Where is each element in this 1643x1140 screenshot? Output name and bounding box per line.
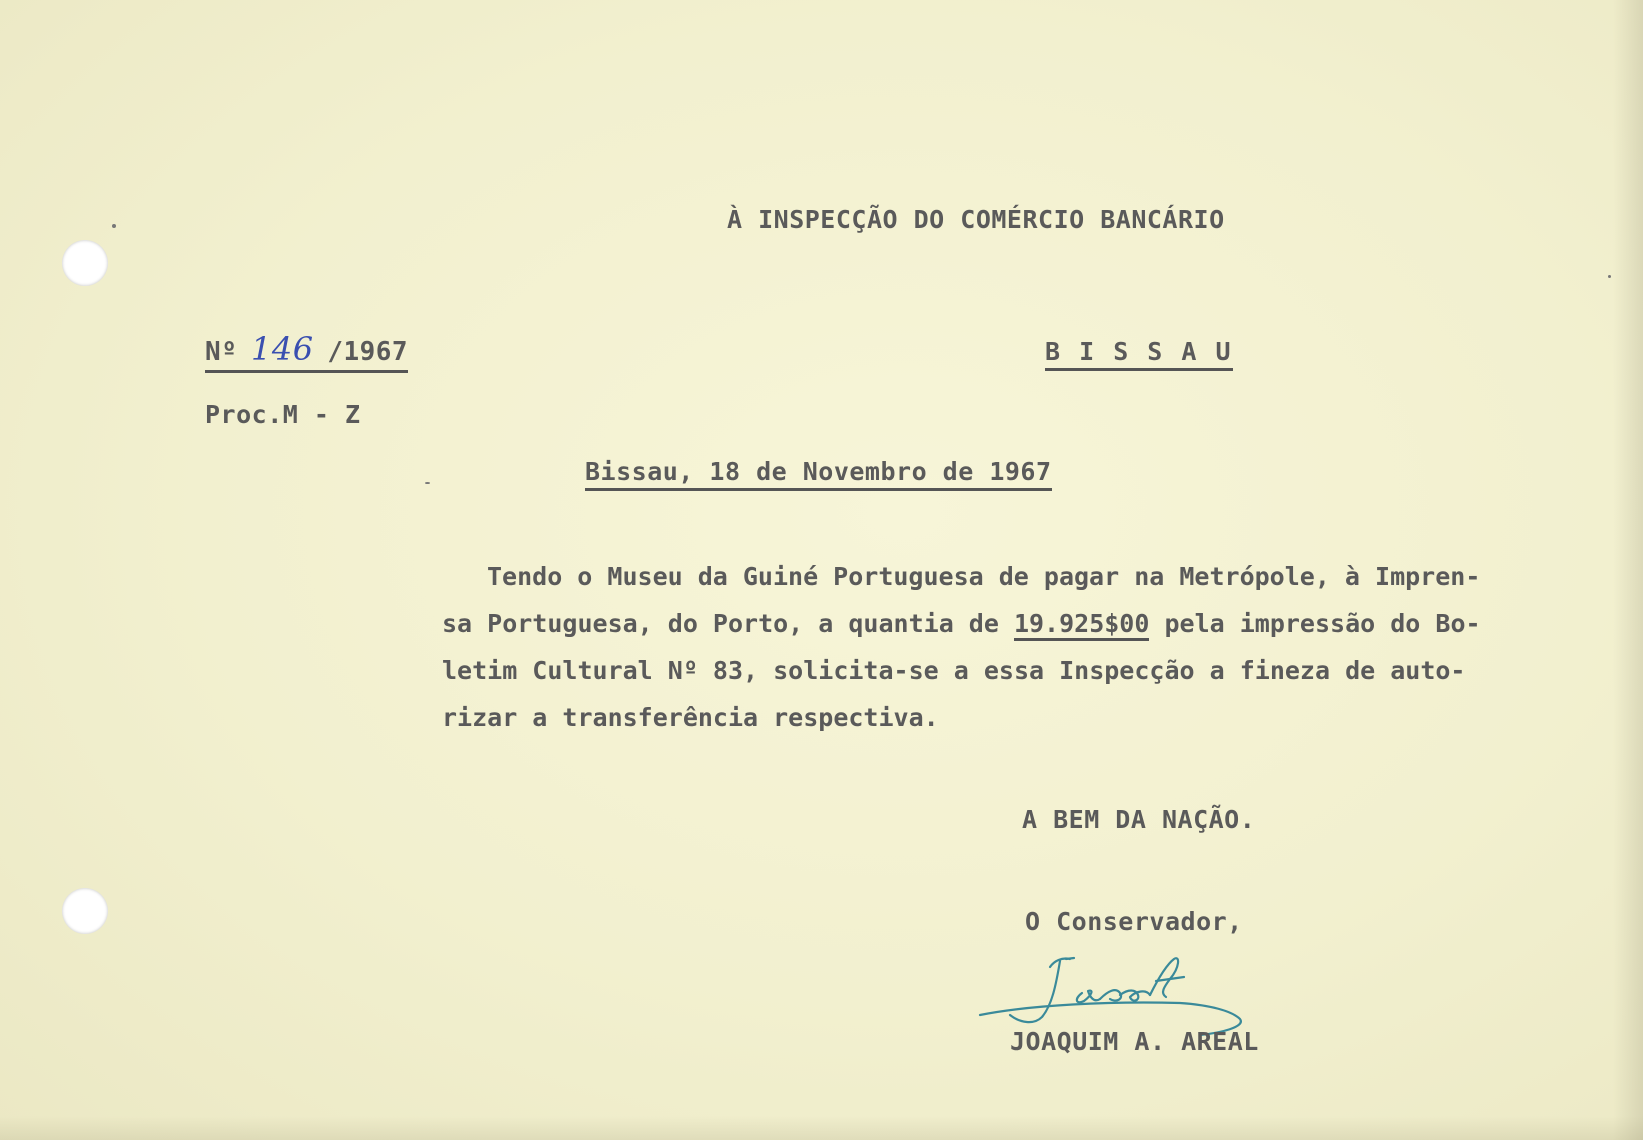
date-line: Bissau, 18 de Novembro de 1967 xyxy=(585,457,1052,491)
paper-speck xyxy=(112,224,116,228)
location-heading: B I S S A U xyxy=(1045,337,1233,371)
reference-number xyxy=(205,330,408,373)
signatory-title: O Conservador, xyxy=(1025,907,1243,936)
punch-hole-bottom xyxy=(62,888,108,934)
signatory-name: JOAQUIM A. AREAL xyxy=(1010,1027,1259,1056)
body-line-3: letim Cultural Nº 83, solicita-se a essa Inspecção a fineza de auto- xyxy=(442,656,1466,685)
letter-heading: À INSPECÇÃO DO COMÉRCIO BANCÁRIO xyxy=(727,205,1225,234)
body-line-2 xyxy=(442,600,1592,647)
body-line-1: Tendo o Museu da Guiné Portuguesa de pagar na Metrópole, à Impren- xyxy=(487,562,1481,591)
letter-body xyxy=(442,553,1592,741)
closing-salutation: A BEM DA NAÇÃO. xyxy=(1022,805,1256,834)
paper-speck xyxy=(1608,275,1611,278)
body-line-2-end: pela impressão do Bo- xyxy=(1149,609,1481,638)
paper-speck xyxy=(425,482,430,484)
reference-year: /1967 xyxy=(327,337,409,367)
reference-prefix: Nº xyxy=(205,337,238,367)
payment-amount: 19.925$00 xyxy=(1014,609,1149,641)
body-line-2-start: sa Portuguesa, do Porto, a quantia de xyxy=(442,609,1014,638)
page-bottom-shadow xyxy=(0,1116,1643,1140)
reference-number-handwritten: 146 xyxy=(251,330,314,368)
punch-hole-top xyxy=(62,240,108,286)
process-reference: Proc.M - Z xyxy=(205,400,361,429)
body-line-4: rizar a transferência respectiva. xyxy=(442,703,939,732)
page-edge-shadow xyxy=(1613,0,1643,1140)
